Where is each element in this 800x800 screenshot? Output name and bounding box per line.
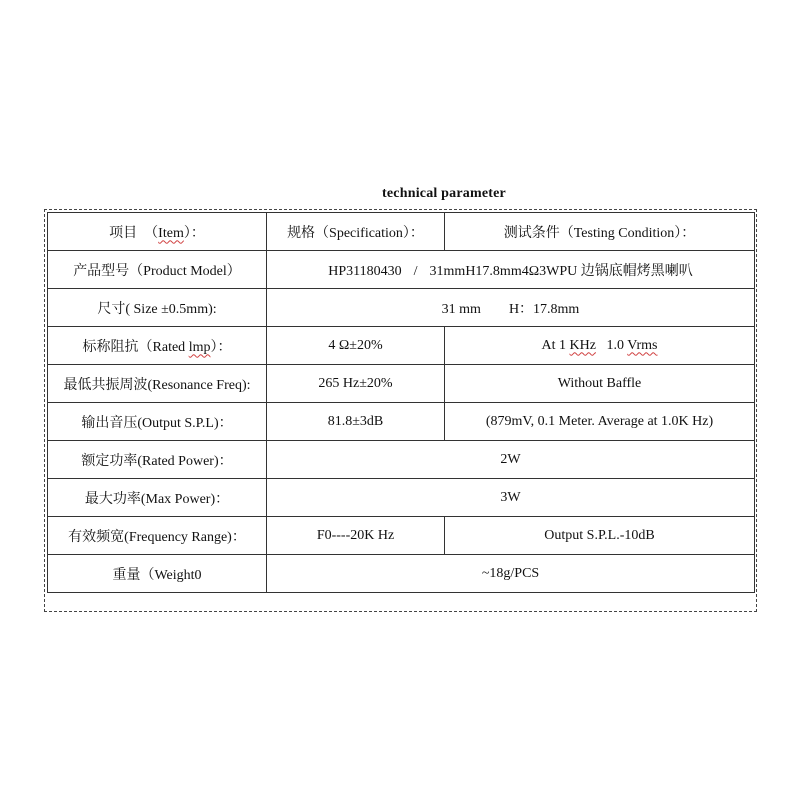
spec-table xyxy=(47,212,755,593)
resonance-label: 最低共振周波(Resonance Freq): xyxy=(48,365,267,403)
weight-label: 重量（Weight0 xyxy=(48,555,267,593)
header-specification-cell: 规格（Specification）： xyxy=(267,213,445,251)
header-item-word: Item xyxy=(158,225,184,241)
resonance-condition: Without Baffle xyxy=(445,365,755,403)
table-row-frequency-range xyxy=(48,517,755,555)
resonance-spec: 265 Hz±20% xyxy=(267,365,445,403)
rated-impedance-label-word: lmp xyxy=(188,339,211,355)
rated-impedance-spec: 4 Ω±20% xyxy=(267,327,445,365)
document-title: technical parameter xyxy=(382,186,506,201)
rated-impedance-label-suffix: ）： xyxy=(210,339,232,355)
size-value-cell xyxy=(267,289,755,327)
spec-table-frame xyxy=(44,209,757,612)
spl-spec: 81.8±3dB xyxy=(267,403,445,441)
size-label: 尺寸( Size ±0.5mm): xyxy=(48,289,267,327)
header-item-prefix: 项目 （ xyxy=(109,225,159,241)
weight-value: ~18g/PCS xyxy=(267,555,755,593)
size-height: H：17.8mm xyxy=(508,301,580,317)
product-model-label: 产品型号（Product Model） xyxy=(48,251,267,289)
rated-impedance-label-prefix: 标称阻抗（Rated xyxy=(82,339,189,355)
rated-impedance-cond-khz: KHz xyxy=(569,337,596,353)
product-model-separator: / xyxy=(413,263,418,279)
spl-condition: (879mV, 0.1 Meter. Average at 1.0K Hz) xyxy=(445,403,755,441)
rated-impedance-cond-mid: 1.0 xyxy=(595,337,628,353)
table-row-rated-power xyxy=(48,441,755,479)
max-power-value: 3W xyxy=(267,479,755,517)
table-header-row xyxy=(48,213,755,251)
product-model-value-cell xyxy=(267,251,755,289)
size-diameter: 31 mm xyxy=(441,301,481,317)
rated-impedance-cond-vrms: Vrms xyxy=(627,337,658,353)
rated-impedance-cond-prefix: At 1 xyxy=(541,337,570,353)
product-model-description: 31mmH17.8mm4Ω3WPU 边锅底帽烤黑喇叭 xyxy=(429,263,693,279)
spl-label: 输出音压(Output S.P.L)： xyxy=(48,403,267,441)
rated-impedance-condition xyxy=(445,327,755,365)
product-model-number: HP31180430 xyxy=(328,263,402,279)
table-row-size xyxy=(48,289,755,327)
max-power-label: 最大功率(Max Power)： xyxy=(48,479,267,517)
rated-power-label: 额定功率(Rated Power)： xyxy=(48,441,267,479)
frequency-range-spec: F0----20K Hz xyxy=(267,517,445,555)
rated-impedance-label xyxy=(48,327,267,365)
header-testing-condition-cell: 测试条件（Testing Condition）： xyxy=(445,213,755,251)
table-row-max-power xyxy=(48,479,755,517)
table-row-resonance xyxy=(48,365,755,403)
rated-power-value: 2W xyxy=(267,441,755,479)
table-row-product-model xyxy=(48,251,755,289)
frequency-range-condition: Output S.P.L.-10dB xyxy=(445,517,755,555)
table-row-weight xyxy=(48,555,755,593)
table-row-rated-impedance xyxy=(48,327,755,365)
frequency-range-label: 有效频宽(Frequency Range)： xyxy=(48,517,267,555)
header-item-cell xyxy=(48,213,267,251)
header-item-suffix: ）： xyxy=(183,225,205,241)
table-row-spl xyxy=(48,403,755,441)
